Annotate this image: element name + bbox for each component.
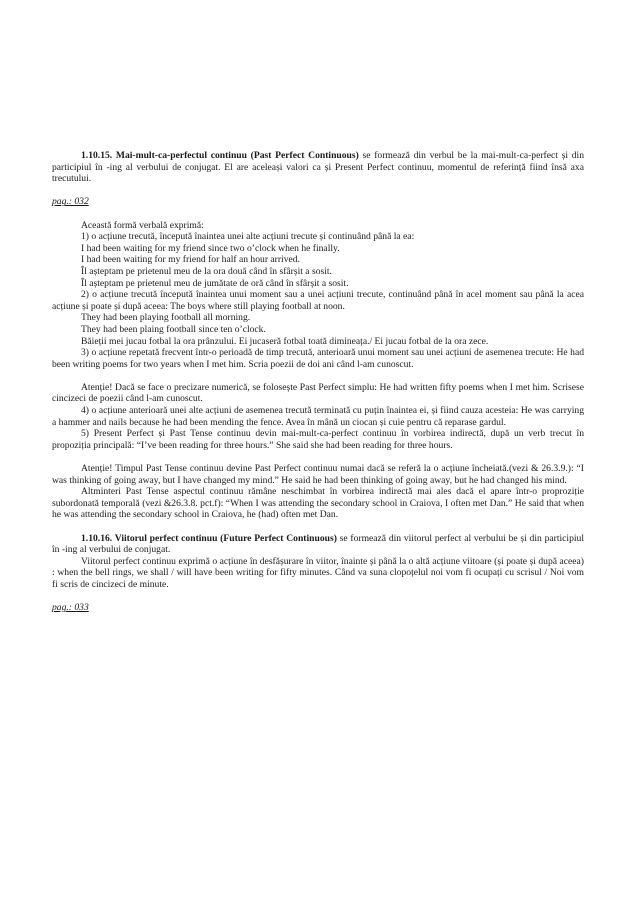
example-line: They had been playing football all morning. — [81, 312, 251, 324]
document-page — [52, 150, 584, 614]
example-line: Îl așteptam pe prietenul meu de jumătate de oră când în sfârșit a sosit. — [81, 277, 349, 289]
text-paragraph: Altminteri Past Tense aspectul continuu rămâne neschimbat în vorbirea indirectă mai ales dacă el apare într-o proproziție subordonată temporală (vezi &26.3.8. pct.f): “When I was attending the secondary school in Craiova, I often met Dan.” He said that when he was attending the secondary school in Craiova, he (had) often met Dan. — [52, 486, 584, 521]
text-line: Această formă verbală exprimă: — [81, 219, 204, 231]
page-ref-033[interactable]: pag.: 033 — [52, 602, 89, 614]
page-ref-032[interactable]: pag.: 032 — [52, 196, 89, 208]
example-line: Îl așteptam pe prietenul meu de la ora două când în sfârșit a sosit. — [81, 265, 332, 277]
section-1-10-15-heading: 1.10.15. Mai-mult-ca-perfectul continuu (Past Perfect Continuous) — [81, 150, 359, 161]
text-paragraph: Atenție! Timpul Past Tense continuu devine Past Perfect continuu numai dacă se referă la o acțiune încheiată.(vezi & 26.3.9.): “I was thinking of going away, but I have changed my mind.” He said he had been thinking of going away, but he had changed his mind. — [52, 463, 584, 486]
text-paragraph: 5) Present Perfect și Past Tense continuu devin mai-mult-ca-perfect continuu în vorbirea indirectă, după un verb trecut în propoziția principală: “I’ve been reading for three hours.” She said she had been reading for three hours. — [52, 428, 584, 451]
example-line: I had been waiting for my friend since two o’clock when he finally. — [81, 242, 340, 254]
text-paragraph: 3) o acțiune repetată frecvent într-o perioadă de timp trecută, anterioară unui moment sau unei acțiuni de asemenea trecute: He had been writing poems for two years when I met him. Scria poezii de doi ani când l-am cunoscut. — [52, 347, 584, 370]
section-1-10-16-paragraph — [52, 533, 584, 556]
section-1-10-16-heading: 1.10.16. Viitorul perfect continuu (Future Perfect Continuous) — [81, 532, 337, 544]
text-paragraph: 2) o acțiune trecută începută înaintea unui moment sau a unei acțiuni trecute, continuând până în acel moment sau până la acea acțiune și poate și după aceea: The boys where still playing football at noon. — [52, 289, 584, 312]
example-line: I had been waiting for my friend for half an hour arrived. — [81, 254, 300, 266]
text-line: 1) o acțiune trecută, începută înaintea unei alte acțiuni trecute și continuând până la ea: — [81, 231, 415, 243]
text-paragraph: Băieții mei jucau fotbal la ora prânzului. Ei jucaseră fotbal toată dimineața./ Ei jucau fotbal de la ora zece. — [81, 335, 489, 347]
text-paragraph: Viitorul perfect continuu exprimă o acțiune în desfășurare în viitor, înainte și până la o altă acțiune viitoare (și poate și după aceea) : when the bell rings, we shall / will have been writing for fifty minutes. Când va suna clopoțelul noi vom fi ocupați cu scrisul / Noi vom fi scris de cincizeci de minute. — [52, 555, 584, 590]
section-1-10-16-intro: se formează din viitorul perfect al verbului be și din participiul în -ing al verbului de conjugat. — [52, 532, 584, 556]
text-paragraph: Atenție! Dacă se face o precizare numerică, se folosește Past Perfect simplu: He had written fifty poems when I met him. Scrisese cincizeci de poezii când l-am cunoscut. — [52, 381, 584, 405]
section-1-10-15-paragraph — [52, 150, 584, 185]
section-1-10-15-intro: se formează din verbul be la mai-mult-ca-perfect și din participiul în -ing al verbului de conjugat. El are aceleași valori ca și Present Perfect continuu, momentul de referință fiind însă axa trecutului. — [52, 150, 584, 185]
text-paragraph: 4) o acțiune anterioară unei alte acțiuni de asemenea trecută terminată cu puțin înaintea ei, și fiind cauza acesteia: He was carrying a hammer and nails because he had been mending the fence. Avea în mână un ciocan și cuie pentru că reparase gardul. — [52, 405, 584, 428]
example-line: They had been plaing football since ten o’clock. — [81, 323, 266, 335]
